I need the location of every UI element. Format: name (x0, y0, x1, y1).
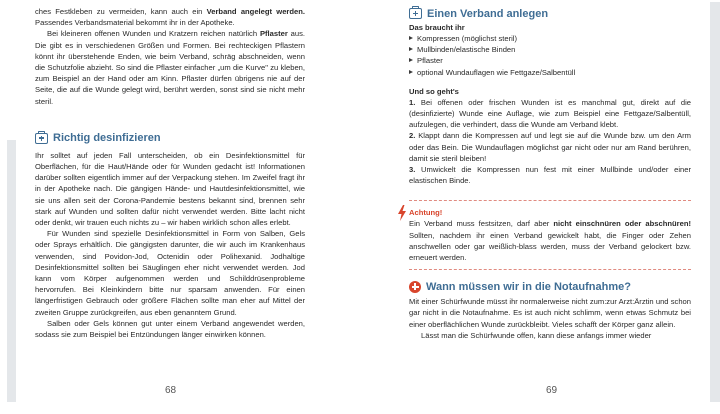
section-heading-emergency (409, 279, 691, 294)
step-text: Umwickelt die Kompressen nun fest mit einer Mullbinde und/oder einer elastischen Binde. (409, 165, 691, 186)
warning-title: Achtung! (409, 208, 443, 218)
section-title: Richtig desinfizieren (53, 132, 161, 145)
needs-heading: Das braucht ihr (409, 23, 465, 32)
step-number: 3. (409, 165, 416, 175)
page-number-left: 68 (165, 385, 177, 396)
emergency-paragraph-1: Mit einer Schürfwunde müsst ihr normalerweise nicht zum:zur Arzt:Ärztin und schon gar nicht in die Notaufnahme. Es ist auch nicht schlimm, wenn etwas Schmutz bei einer oberflächlichen Wunde zurückbleibt. Vieles schafft der Körper ganz allein. (409, 297, 691, 329)
needs-item: optional Wundauflagen wie Fettgaze/Salbentüll (409, 67, 691, 78)
bold-text-run: Verband angelegt werden. (206, 7, 305, 16)
steps-heading: Und so geht's (409, 86, 459, 96)
page-number-right: 69 (546, 385, 558, 396)
steps-list (409, 97, 691, 187)
text-run: aus. Die gibt es in verschiedenen Größen und Formen. Bei rechteckigen Pflastern könnt ihr überstehende Enden, wie beim Verband, schräg abschneiden, wenn die Schutzfolie abzieht. So sind die Pflaster einfacher „um die Kurve" zu kleben, zum Beispiel an der Hand oder am Kinn. Pflaster dürfen übrigens nie auf der Seite, die auf die Wunde gelegt wird, berührt werden, sonst sind sie nicht mehr steril. (35, 29, 306, 106)
step-number: 1. (409, 97, 416, 107)
intro-paragraph-1 (35, 6, 305, 28)
step-item (409, 164, 691, 186)
step-number: 2. (409, 131, 416, 141)
disinfect-paragraph-1: Ihr solltet auf jeden Fall unterscheiden, ob ein Desinfektionsmittel für Oberflächen, für die Haut/Hände oder für Wunden gedacht ist! Informationen darüber sollten eigentlich immer auf der Verpackung stehen. Im Zweifel fragt ihr in der Apotheke nach. Die gängigen Hände- und Hautdesinfektionsmittel, wie sie uns allen seit der Corona-Pandemie bestens bekannt sind, brennen sehr stark auf Wunden und sollten dafür nicht verwendet werden. Bitte lacht nicht oder denkt, wir trauen euch nichts zu – wir haben wirklich schon alles erlebt. (35, 150, 305, 228)
intro-paragraph-2 (35, 28, 305, 106)
bold-text-run: Pflaster (259, 29, 288, 39)
left-column (35, 6, 305, 340)
text-run: Ein Verband muss festsitzen, darf aber (409, 219, 554, 229)
emergency-paragraph-2: Lässt man die Schürfwunde offen, kann diese anfangs immer wieder (421, 330, 652, 340)
step-text: Bei offenen oder frischen Wunden ist es manchmal gut, direkt auf die (desinfizierte) Wunde eine Auflage, wie zum Beispiel eine Fettgaze/Salbentüll, aufzulegen, die verhindert, dass die Wunde am Verband klebt. (409, 97, 691, 130)
text-run: Bei kleineren offenen Wunden und Kratzern reichen natürlich (47, 29, 260, 39)
lightning-bolt-icon (397, 205, 407, 221)
step-item (409, 97, 691, 131)
needs-item: Mullbinden/elastische Binden (409, 44, 691, 55)
needs-item: Pflaster (409, 55, 691, 66)
needs-item: Kompressen (möglichst steril) (409, 33, 691, 44)
warning-text (409, 218, 691, 263)
step-text: Klappt dann die Kompressen auf und legt sie auf die Wunde bzw. um den Arm oder das Bein. Die Wundauflagen möglichst gar nicht oder nur am Rand berühren, damit sie steril bleiben! (409, 131, 691, 163)
text-run: Passendes Verbandsmaterial bekommt ihr in der Apotheke. (35, 18, 235, 28)
emergency-cross-icon (409, 281, 421, 293)
step-item (409, 130, 691, 164)
first-aid-kit-icon (35, 133, 48, 144)
text-run: ches Festkleben zu vermeiden, kann auch ein (35, 7, 207, 16)
warning-box (409, 201, 691, 263)
text-run: Sollten, nachdem ihr einen Verband gewickelt habt, die Finger oder Zehen anschwellen oder gar weißlich-blass werden, muss der Verband gelockert bzw. erneuert werden. (409, 230, 691, 263)
section-heading-bandage (409, 6, 691, 21)
emergency-title: Wann müssen wir in die Notaufnahme? (426, 280, 631, 293)
needs-list (409, 33, 691, 78)
section-heading-disinfect (35, 131, 305, 146)
right-page (360, 0, 720, 414)
first-aid-kit-icon (409, 8, 422, 19)
section-title: Einen Verband anlegen (427, 7, 549, 20)
bold-text-run: nicht einschnüren oder abschnüren! (553, 219, 691, 229)
disinfect-paragraph-3: Salben oder Gels können gut unter einem Verband angewendet werden, sodass sie zum Beispiel bei Entzündungen länger einwirken können. (35, 318, 305, 340)
disinfect-paragraph-2: Für Wunden sind spezielle Desinfektionsmittel in Form von Salben, Gels oder Sprays erhältlich. Die gängigsten darunter, die wir auch im Krankenhaus verwenden, sind Povidon-Jod, Octenidin oder Polihexanid. Jodhaltige Desinfektionsmittel sollten bei Säuglingen eher nicht verwendet werden. Jod kann vom Körper aufgenommen werden und Schilddrüsenprobleme hervorrufen. Bei Kleinkindern bitte nur sparsam anwenden. Für einen längerfristigen Gebrauch oder größere Flächen sollte man eher auf Mittel der zweiten Gruppe zurückgreifen, aus eben genanntem Grund. (35, 229, 305, 317)
right-column (409, 6, 691, 341)
